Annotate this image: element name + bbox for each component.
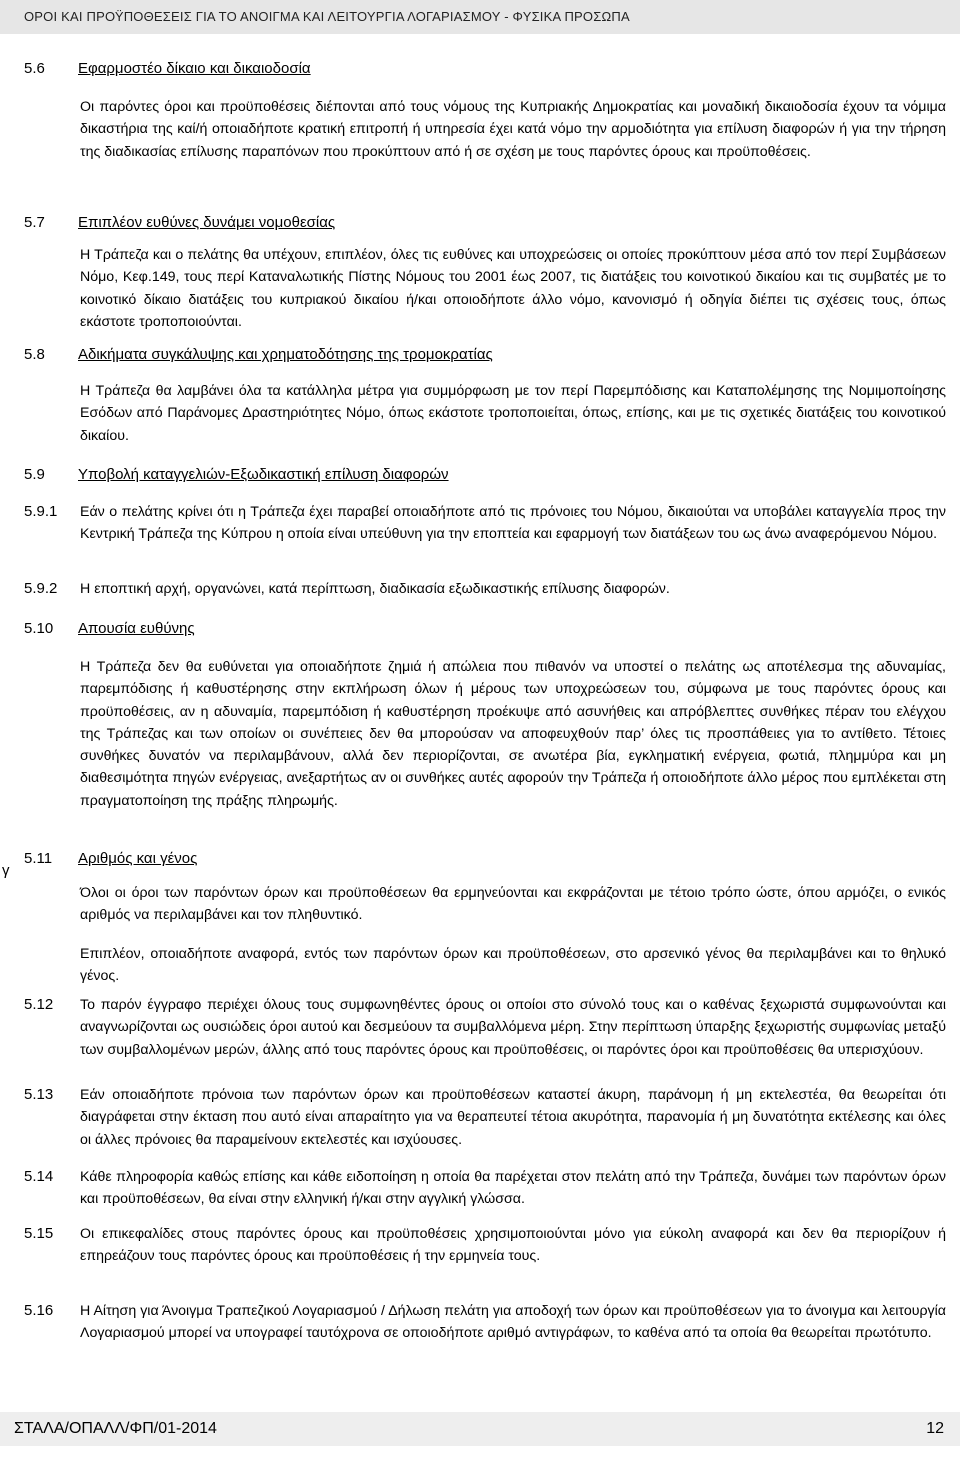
paragraph: Η Τράπεζα και ο πελάτης θα υπέχουν, επιπλέον, όλες τις ευθύνες και υποχρεώσεις οι οποίες προκύπτουν μέσα από τον περί Συμβάσεων Νόμο, Κεφ.149, τους περί Καταναλωτικής Πίστης Νόμους του 2001 έως 2007, τις διατάξεις του κοινοτικού δικαίου και τις συμβατές με το κοινοτικό δίκαιο διατάξεις του κυπριακού δικαίου ή/και οποιοδήποτε άλλο νόμο, κανονισμό ή οδηγία διέπει τις σχέσεις τους, όπως εκάστοτε τροποποιούνται. (80, 247, 946, 330)
paragraph: Η εποπτική αρχή, οργανώνει, κατά περίπτωση, διαδικασία εξωδικαστικής επίλυσης διαφορών. (80, 581, 670, 597)
section-number: 5.9 (24, 466, 45, 483)
page-header (0, 0, 960, 34)
section-number: 5.16 (24, 1302, 54, 1319)
document-code: ΣΤΑΛΑ/ΟΠΑΛΛ/ΦΠ/01-2014 (14, 1420, 217, 1437)
section-title: Υποβολή καταγγελιών-Εξωδικαστική επίλυση διαφορών (78, 466, 449, 483)
section-5-9-1-body (80, 501, 946, 562)
section-title: Επιπλέον ευθύνες δυνάμει νομοθεσίας (78, 214, 336, 231)
section-title: Αδικήματα συγκάλυψης και χρηματοδότησης της τρομοκρατίας (78, 346, 493, 363)
paragraph: Η Τράπεζα δεν θα ευθύνεται για οποιαδήποτε ζημιά ή απώλεια που πιθανόν να υποστεί ο πελάτης ως αποτέλεσμα της αδυναμίας, παρεμπόδισης ή καθυστέρησης στην εκπλήρωση όλων ή μέρους των υποχρεώσεων του, σύμφωνα με τους παρόντες όρους και προϋποθέσεις, αν η αδυναμία, παρεμπόδιση ή καθυστέρηση προέκυψε από ασυνήθεις και απρόβλεπτες συνθήκες πέραν του ελέγχου της Τράπεζας και των οποίων οι συνέπειες δεν θα μπορούσαν να αποφευχθούν παρ’ όλες τις προσπάθειες για το αντίθετο. Τέτοιες συνθήκες δυνατόν να περιλαμβάνουν, αλλά δεν περιορίζονται, σε ανωτέρα βία, εγκληματική ενέργεια, φωτιά, πλημμύρα και μη διαθεσιμότητα πηγών ενέργειας, ανεξαρτήτως αν οι συνθήκες αυτές αφορούν την Τράπεζα ή οποιοδήποτε άλλο μέρος που εμπλέκεται στη πραγματοποίηση της πράξης πληρωμής. (80, 659, 946, 809)
paragraph: Το παρόν έγγραφο περιέχει όλους τους συμφωνηθέντες όρους οι οποίοι στο σύνολό τους και ο καθένας ξεχωριστά συμφωνούνται και αναγνωρίζονται ως ουσιώδεις όροι αυτού και δεσμεύουν τα συμβαλλόμενα μέρη. Στην περίπτωση ύπαρξης ξεχωριστής συμφωνίας μεταξύ των συμβαλλομένων μερών, άλλης από τους παρόντες όρους και προϋποθέσεις, οι παρόντες όροι και προϋποθέσεις θα υπερισχύουν. (80, 997, 946, 1058)
header-title: ΟΡΟΙ ΚΑΙ ΠΡΟΫΠΟΘΕΣΕΙΣ ΓΙΑ ΤΟ ΑΝΟΙΓΜΑ ΚΑΙ ΛΕΙΤΟΥΡΓΙΑ ΛΟΓΑΡΙΑΣΜΟΥ - ΦΥΣΙΚΑ ΠΡΟΣΩΠΑ (24, 9, 630, 24)
section-5-6-body (80, 96, 946, 179)
section-number: 5.10 (24, 620, 54, 637)
section-number: 5.9.1 (24, 503, 58, 520)
section-5-13-body (80, 1084, 946, 1167)
paragraph: Οι παρόντες όροι και προϋποθέσεις διέπονται από τους νόμους της Κυπριακής Δημοκρατίας και μοναδική δικαιοδοσία έχουν τα νόμιμα δικαστήρια της καί/ή οποιαδήποτε κρατική επιτροπή ή υπηρεσία έχει κατά νόμο την αρμοδιότητα για επίλυση διαφορών ή για την τήρηση της διαδικασίας επίλυσης παραπόνων που προκύπτουν από ή σε σχέση με τους παρόντες όρους και προϋποθέσεις. (80, 99, 946, 160)
section-number: 5.6 (24, 60, 45, 77)
paragraph: Επιπλέον, οποιαδήποτε αναφορά, εντός των παρόντων όρων και προϋποθέσεων, στο αρσενικό γένος θα περιλαμβάνει και το θηλυκό γένος. (80, 945, 946, 984)
paragraph: Εάν οποιαδήποτε πρόνοια των παρόντων όρων και προϋποθέσεων καταστεί άκυρη, παράνομη ή μη εκτελεστέα, θα θεωρείται ότι διαγράφεται στην έκταση που αυτό είναι απαραίτητο για να θεραπευτεί τέτοια ακυρότητα, παρανομία ή μη δυνατότητα εκτέλεσης και όλες οι άλλες πρόνοιες θα παραμείνουν εκτελεστές και ισχύουσες. (80, 1087, 946, 1148)
paragraph: Οι επικεφαλίδες στους παρόντες όρους και προϋποθέσεις χρησιμοποιούνται μόνο για εύκολη αναφορά και δεν θα περιορίζουν ή επηρεάζουν τους παρόντες όρους και προϋποθέσεις ή την ερμηνεία τους. (80, 1226, 946, 1265)
section-title: Αριθμός και γένος (78, 850, 198, 867)
section-number: 5.11 (24, 850, 53, 867)
margin-mark: γ (2, 862, 10, 879)
section-number: 5.14 (24, 1168, 54, 1185)
section-number: 5.15 (24, 1225, 54, 1242)
section-number: 5.9.2 (24, 580, 58, 597)
paragraph: Όλοι οι όροι των παρόντων όρων και προϋποθέσεων θα ερμηνεύονται και εκφράζονται με τέτοιο τρόπο ώστε, όπου αρμόζει, ο ενικός αριθμός να περιλαμβάνει και τον πληθυντικό. (80, 885, 946, 924)
section-number: 5.12 (24, 996, 54, 1013)
paragraph: Εάν ο πελάτης κρίνει ότι η Τράπεζα έχει παραβεί οποιαδήποτε από τις πρόνοιες του Νόμου, δικαιούται να υποβάλει καταγγελία προς την Κεντρική Τράπεζα της Κύπρου η οποία είναι υπεύθυνη για την εποπτεία και εφαρμογή των διατάξεων του ως άνω αναφερόμενου Νόμου. (80, 504, 946, 543)
section-number: 5.13 (24, 1086, 54, 1103)
section-5-14-body (80, 1166, 946, 1227)
section-number: 5.7 (24, 214, 45, 231)
section-5-12-body (80, 994, 946, 1077)
section-5-9-2-body (80, 578, 946, 616)
section-5-15-body (80, 1223, 946, 1284)
section-5-16-body (80, 1300, 946, 1361)
section-5-11-body (80, 882, 946, 1003)
paragraph: Η Αίτηση για Άνοιγμα Τραπεζικού Λογαριασμού / Δήλωση πελάτη για αποδοχή των όρων και προϋποθέσεων για το άνοιγμα και λειτουργία Λογαριασμού μπορεί να υπογραφεί ταυτόχρονα σε οποιοδήποτε αριθμό αντιγράφων, το καθένα από τα οποία θα θεωρείται πρωτότυπο. (80, 1303, 946, 1342)
section-5-8-body (80, 380, 946, 463)
page-footer (0, 1412, 960, 1446)
paragraph: Η Τράπεζα θα λαμβάνει όλα τα κατάλληλα μέτρα για συμμόρφωση με τον περί Παρεμπόδισης και Καταπολέμησης της Νομιμοποίησης Εσόδων από Παράνομες Δραστηριότητες Νόμο, όπως εκάστοτε τροποποιείται, όπως, επίσης, και με τις σχετικές διατάξεις του κοινοτικού δικαίου. (80, 383, 946, 444)
section-title: Εφαρμοστέο δίκαιο και δικαιοδοσία (78, 60, 311, 77)
section-title: Απουσία ευθύνης (78, 620, 195, 637)
paragraph: Κάθε πληροφορία καθώς επίσης και κάθε ειδοποίηση η οποία θα παρέχεται στον πελάτη από την Τράπεζα, δυνάμει των παρόντων όρων και προϋποθέσεων, θα είναι στην ελληνική ή/και στην αγγλική γλώσσα. (80, 1169, 946, 1208)
section-5-7-body (80, 244, 946, 349)
page-number: 12 (926, 1420, 944, 1437)
section-number: 5.8 (24, 346, 45, 363)
section-5-10-body (80, 656, 946, 828)
